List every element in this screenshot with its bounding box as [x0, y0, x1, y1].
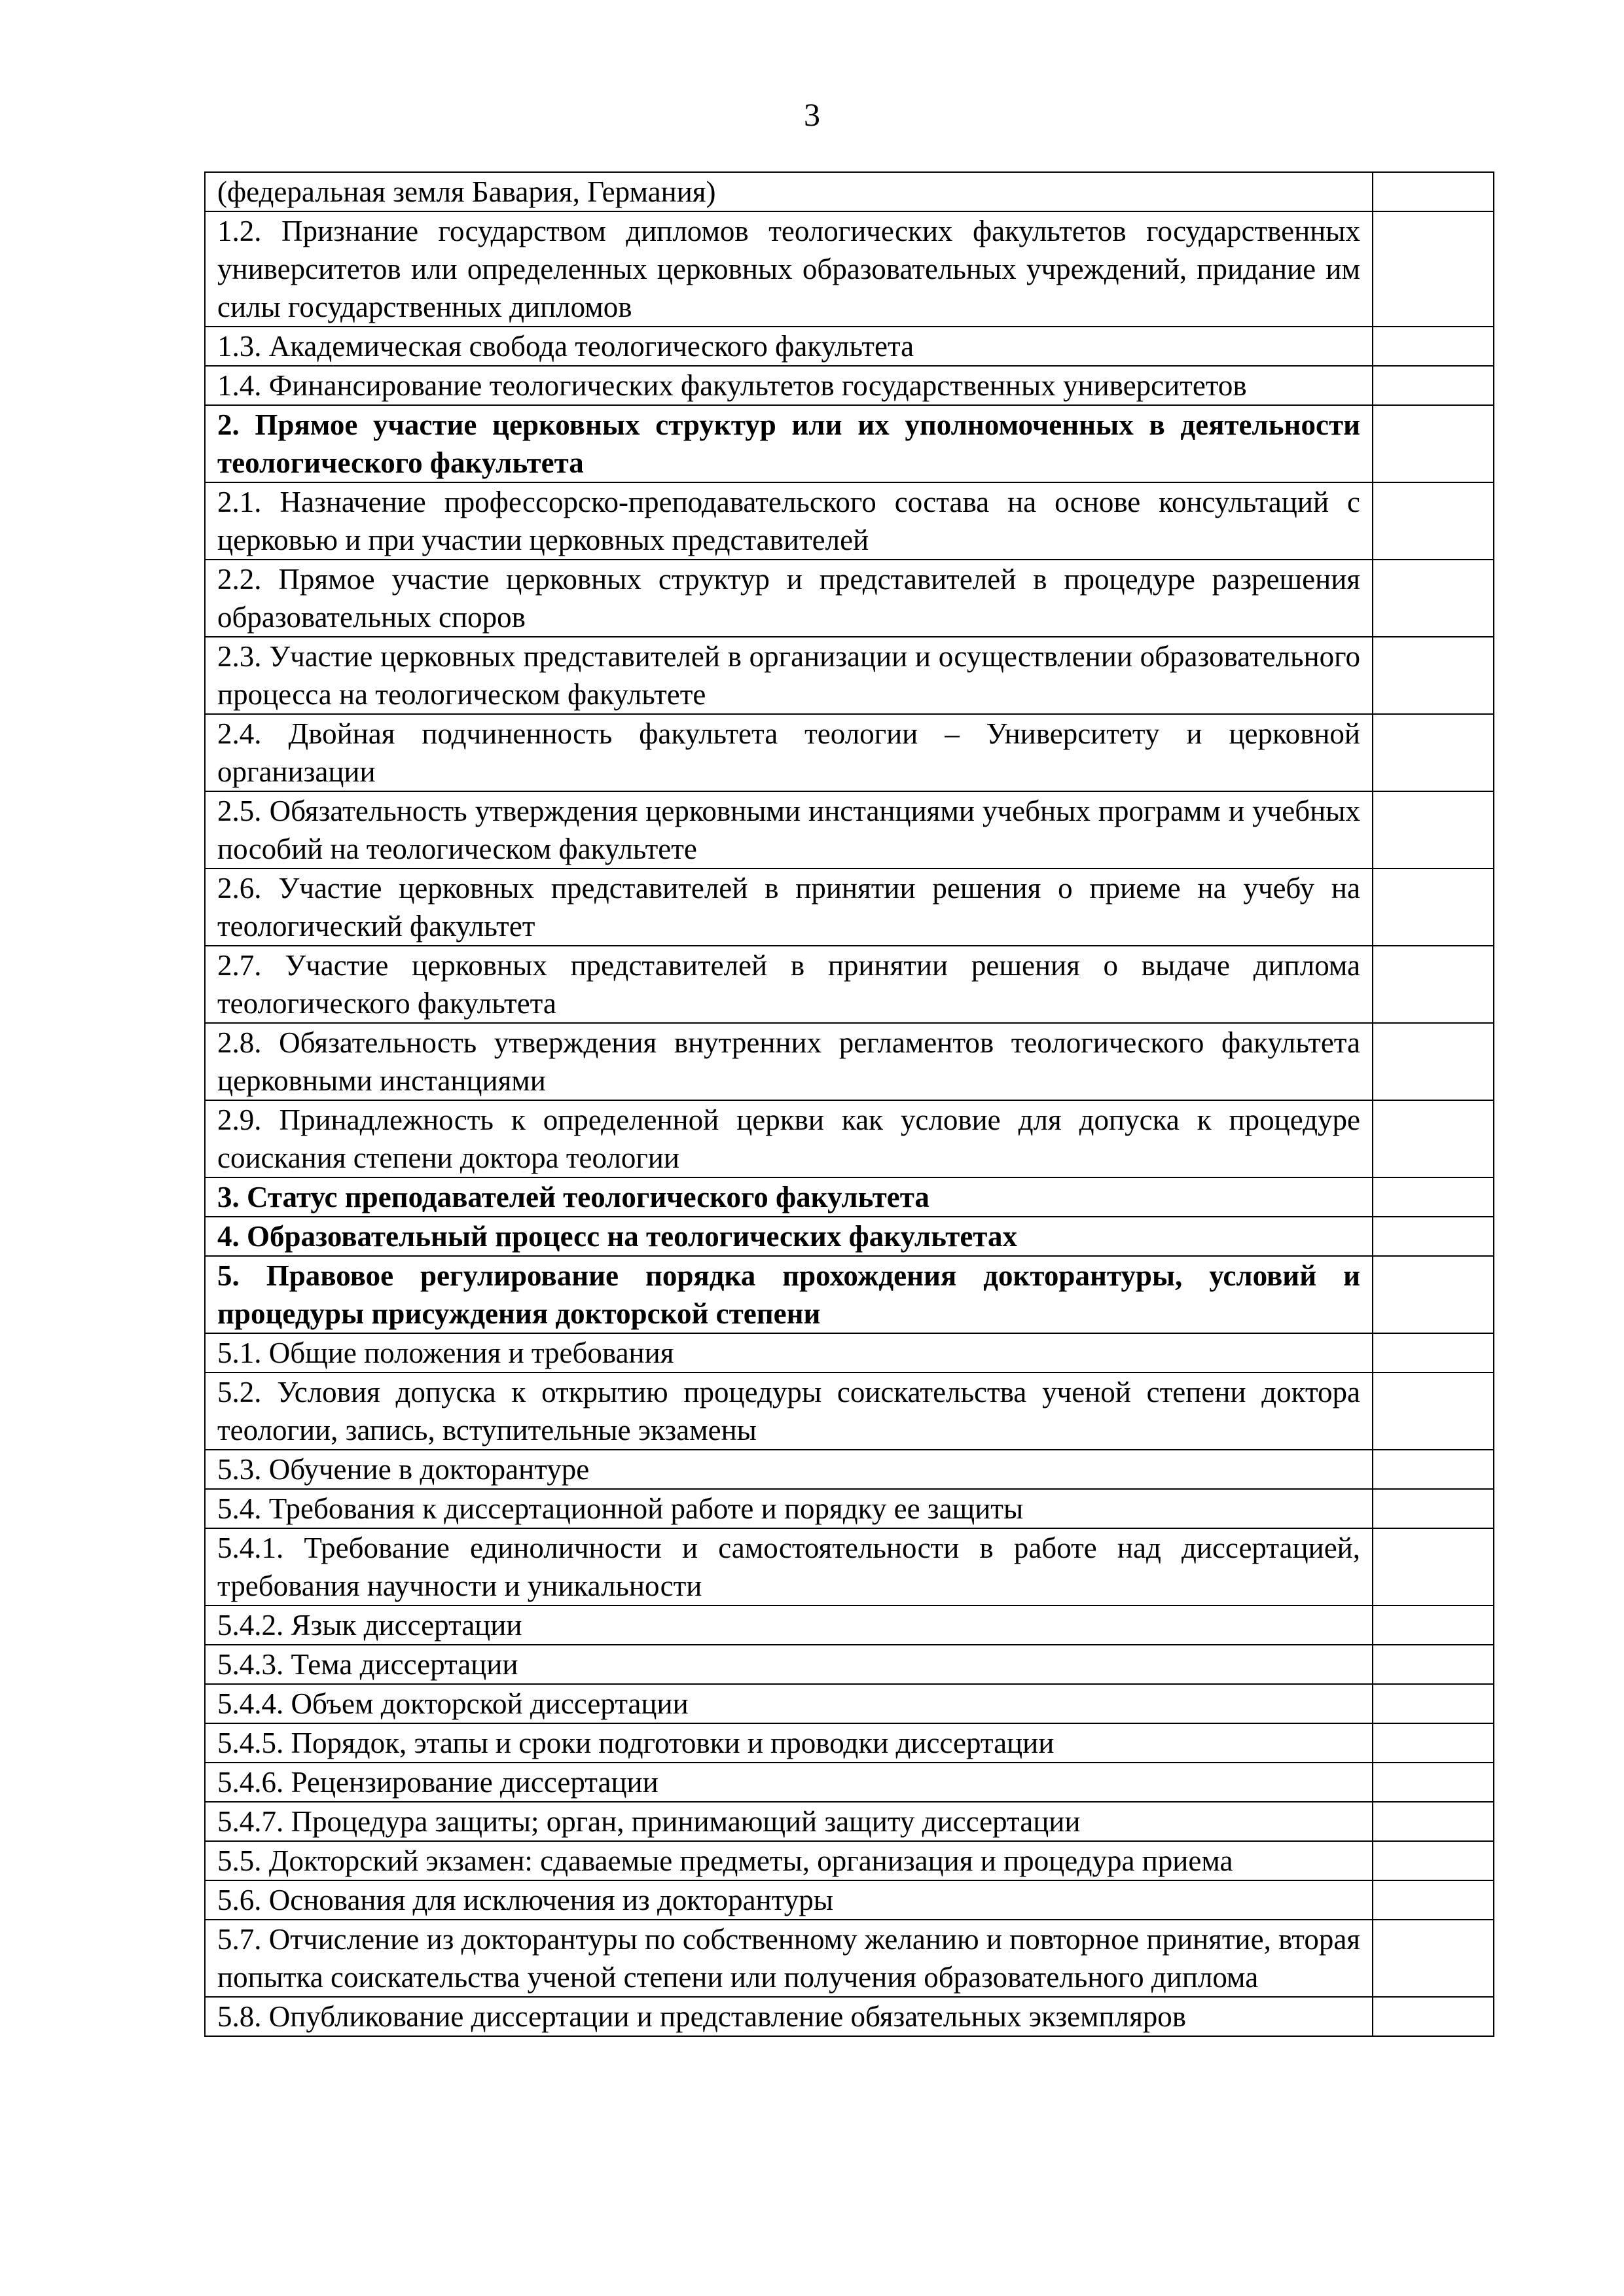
table-row — [205, 1763, 1494, 1802]
row-text: 5.7. Отчисление из докторантуры по собственному желанию и повторное принятие, вторая попытка соискательства ученой степени или получения образовательного диплома — [205, 1920, 1373, 1997]
table-row — [205, 1997, 1494, 2036]
table-row — [205, 1802, 1494, 1841]
row-mark-cell — [1373, 1372, 1494, 1450]
row-mark-cell — [1373, 1723, 1494, 1763]
row-text: 2.7. Участие церковных представителей в принятии решения о выдаче диплома теологического факультета — [205, 946, 1373, 1023]
table-row — [205, 327, 1494, 366]
row-mark-cell — [1373, 1333, 1494, 1372]
row-text: 3. Статус преподавателей теологического факультета — [205, 1177, 1373, 1217]
table-row — [205, 1684, 1494, 1723]
row-mark-cell — [1373, 211, 1494, 327]
row-text: 1.4. Финансирование теологических факультетов государственных университетов — [205, 366, 1373, 405]
row-text: 1.3. Академическая свобода теологического факультета — [205, 327, 1373, 366]
row-mark-cell — [1373, 327, 1494, 366]
row-text: 5.4.3. Тема диссертации — [205, 1645, 1373, 1684]
table-row — [205, 1880, 1494, 1920]
table-row — [205, 1333, 1494, 1372]
row-mark-cell — [1373, 1528, 1494, 1605]
row-text: 5.4.7. Процедура защиты; орган, принимающий защиту диссертации — [205, 1802, 1373, 1841]
row-mark-cell — [1373, 482, 1494, 560]
row-mark-cell — [1373, 1605, 1494, 1645]
row-mark-cell — [1373, 560, 1494, 637]
row-mark-cell — [1373, 1841, 1494, 1880]
row-text: 5.4.4. Объем докторской диссертации — [205, 1684, 1373, 1723]
table-row — [205, 1645, 1494, 1684]
row-mark-cell — [1373, 1256, 1494, 1333]
row-mark-cell — [1373, 1997, 1494, 2036]
table-row — [205, 482, 1494, 560]
row-text: 5.3. Обучение в докторантуре — [205, 1450, 1373, 1489]
table-row — [205, 946, 1494, 1023]
row-mark-cell — [1373, 1880, 1494, 1920]
table-row — [205, 1023, 1494, 1100]
contents-table — [204, 171, 1494, 2037]
table-row — [205, 1841, 1494, 1880]
row-mark-cell — [1373, 1023, 1494, 1100]
table-row — [205, 1372, 1494, 1450]
row-text: 5.5. Докторский экзамен: сдаваемые предметы, организация и процедура приема — [205, 1841, 1373, 1880]
row-mark-cell — [1373, 1489, 1494, 1528]
row-text: 5.4.1. Требование единоличности и самостоятельности в работе над диссертацией, требования научности и уникальности — [205, 1528, 1373, 1605]
row-text: 1.2. Признание государством дипломов теологических факультетов государственных университетов или определенных церковных образовательных учреждений, придание им силы государственных дипломов — [205, 211, 1373, 327]
page-number: 3 — [804, 96, 820, 133]
row-text: 5.4.6. Рецензирование диссертации — [205, 1763, 1373, 1802]
table-row — [205, 1256, 1494, 1333]
table-row — [205, 714, 1494, 791]
table-row — [205, 366, 1494, 405]
row-text: 2.8. Обязательность утверждения внутренних регламентов теологического факультета церковными инстанциями — [205, 1023, 1373, 1100]
row-text: 2. Прямое участие церковных структур или их уполномоченных в деятельности теологического факультета — [205, 405, 1373, 482]
table-row — [205, 1605, 1494, 1645]
row-mark-cell — [1373, 637, 1494, 714]
row-mark-cell — [1373, 1217, 1494, 1256]
row-text: 5.4. Требования к диссертационной работе и порядку ее защиты — [205, 1489, 1373, 1528]
table-row — [205, 1723, 1494, 1763]
row-text: 2.4. Двойная подчиненность факультета теологии – Университету и церковной организации — [205, 714, 1373, 791]
row-mark-cell — [1373, 791, 1494, 869]
row-mark-cell — [1373, 1802, 1494, 1841]
row-text: 5. Правовое регулирование порядка прохождения докторантуры, условий и процедуры присуждения докторской степени — [205, 1256, 1373, 1333]
row-text: 2.5. Обязательность утверждения церковными инстанциями учебных программ и учебных пособий на теологическом факультете — [205, 791, 1373, 869]
row-text: 4. Образовательный процесс на теологических факультетах — [205, 1217, 1373, 1256]
table-row — [205, 1177, 1494, 1217]
row-text: 2.9. Принадлежность к определенной церкви как условие для допуска к процедуре соискания степени доктора теологии — [205, 1100, 1373, 1177]
row-text: 5.8. Опубликование диссертации и представление обязательных экземпляров — [205, 1997, 1373, 2036]
row-text: 2.2. Прямое участие церковных структур и представителей в процедуре разрешения образовательных споров — [205, 560, 1373, 637]
table-row — [205, 405, 1494, 482]
table-row — [205, 1528, 1494, 1605]
row-mark-cell — [1373, 405, 1494, 482]
table-row — [205, 560, 1494, 637]
table-row — [205, 1920, 1494, 1997]
row-mark-cell — [1373, 946, 1494, 1023]
table-row — [205, 1450, 1494, 1489]
row-mark-cell — [1373, 1684, 1494, 1723]
row-mark-cell — [1373, 1763, 1494, 1802]
table-row — [205, 1100, 1494, 1177]
table-row — [205, 172, 1494, 211]
table-row — [205, 637, 1494, 714]
row-text: 5.4.2. Язык диссертации — [205, 1605, 1373, 1645]
row-mark-cell — [1373, 1100, 1494, 1177]
row-text: (федеральная земля Бавария, Германия) — [205, 172, 1373, 211]
row-text: 5.2. Условия допуска к открытию процедуры соискательства ученой степени доктора теологии, запись, вступительные экзамены — [205, 1372, 1373, 1450]
contents-table-body — [205, 172, 1494, 2036]
row-mark-cell — [1373, 1177, 1494, 1217]
row-text: 5.1. Общие положения и требования — [205, 1333, 1373, 1372]
table-row — [205, 1217, 1494, 1256]
row-text: 2.3. Участие церковных представителей в организации и осуществлении образовательного процесса на теологическом факультете — [205, 637, 1373, 714]
row-mark-cell — [1373, 1920, 1494, 1997]
table-row — [205, 791, 1494, 869]
table-row — [205, 869, 1494, 946]
row-mark-cell — [1373, 869, 1494, 946]
row-text: 2.1. Назначение профессорско-преподавательского состава на основе консультаций с церковью и при участии церковных представителей — [205, 482, 1373, 560]
row-text: 2.6. Участие церковных представителей в принятии решения о приеме на учебу на теологический факультет — [205, 869, 1373, 946]
table-row — [205, 211, 1494, 327]
row-mark-cell — [1373, 714, 1494, 791]
table-row — [205, 1489, 1494, 1528]
row-mark-cell — [1373, 1645, 1494, 1684]
row-mark-cell — [1373, 172, 1494, 211]
row-text: 5.4.5. Порядок, этапы и сроки подготовки и проводки диссертации — [205, 1723, 1373, 1763]
row-mark-cell — [1373, 1450, 1494, 1489]
row-mark-cell — [1373, 366, 1494, 405]
row-text: 5.6. Основания для исключения из докторантуры — [205, 1880, 1373, 1920]
